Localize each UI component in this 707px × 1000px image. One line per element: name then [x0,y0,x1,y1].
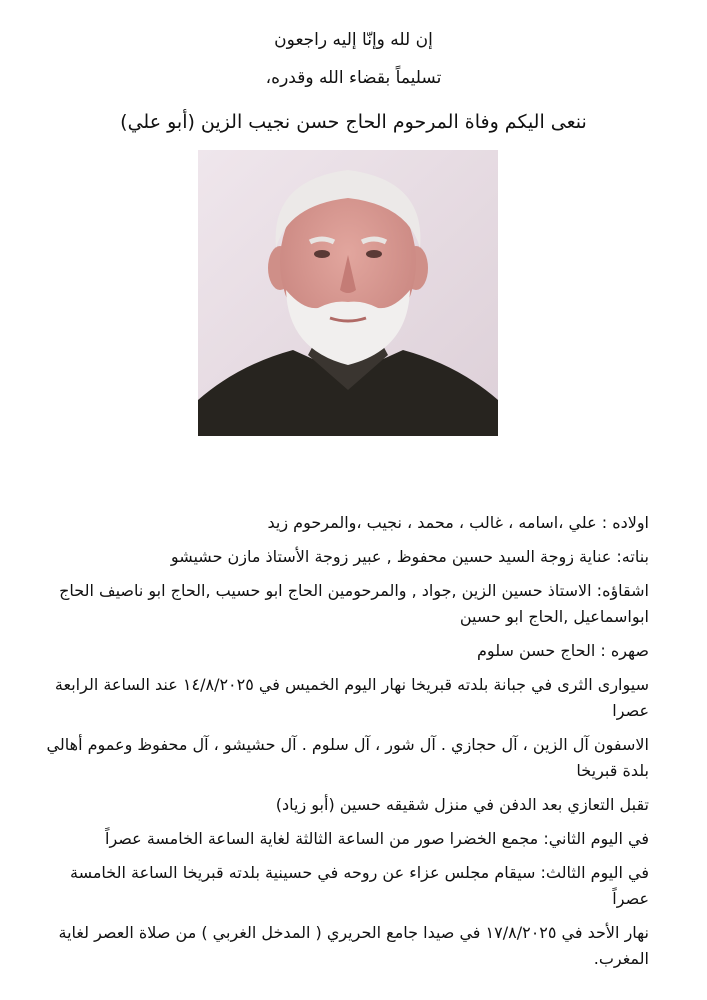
children-paragraph: اولاده : علي ،اسامه ، غالب ، محمد ، نجيب ،والمرحوم زيد [267,513,649,532]
obituary-details [40,510,649,980]
submission-phrase: تسليماً بقضاء الله وقدره، [265,68,442,88]
mourners-paragraph: الاسفون آل الزين ، آل حجازي . آل شور ، آل سلوم . آل حشيشو ، آل محفوظ وعموم أهالي بلدة قبريخا [46,735,649,780]
daughters-paragraph: بناته: عناية زوجة السيد حسين محفوظ , عبير زوجة الأستاذ مازن حشيشو [170,547,649,566]
burial-paragraph: سيوارى الثرى في جبانة بلدته قبريخا نهار اليوم الخميس في ١٤/٨/٢٠٢٥ عند الساعة الرابعة عصرا [54,675,649,720]
second-day-paragraph: في اليوم الثاني: مجمع الخضرا صور من الساعة الثالثة لغاية الساعة الخامسة عصراً [105,829,649,848]
condolences-paragraph: تقبل التعازي بعد الدفن في منزل شقيقه حسين (أبو زياد) [275,795,649,814]
portrait-photo [198,150,498,436]
portrait-photo-illustration [198,150,498,436]
third-day-paragraph: في اليوم الثالث: سيقام مجلس عزاء عن روحه في حسينية بلدته قبريخا الساعة الخامسة عصراً [69,863,649,908]
son-in-law-paragraph: صهره : الحاج حسن سلوم [477,641,649,660]
sunday-paragraph: نهار الأحد في ١٧/٨/٢٠٢٥ في صيدا جامع الحريري ( المدخل الغربي ) من صلاة العصر لغاية المغرب. [58,923,649,968]
brothers-paragraph: اشقاؤه: الاستاذ حسين الزين ,جواد , والمرحومين الحاج ابو حسيب ,الحاج ابو ناصيف الحاج ابواسماعيل ,الحاج ابو حسين [59,581,649,626]
condolence-verse: إن لله وإنّا إليه راجعون [274,30,433,50]
death-announcement-title: ننعى اليكم وفاة المرحوم الحاج حسن نجيب الزين (أبو علي) [120,111,587,133]
